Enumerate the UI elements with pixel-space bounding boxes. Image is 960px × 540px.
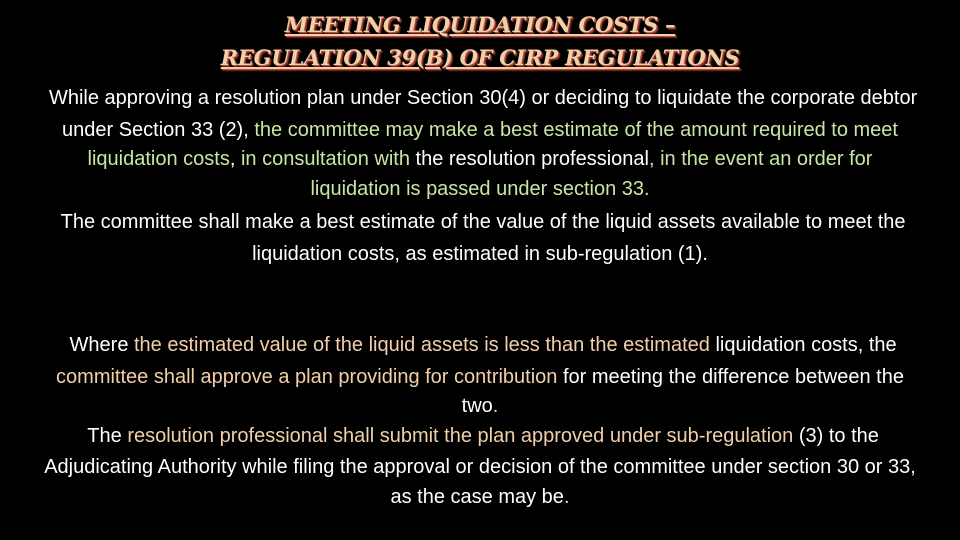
text-segment: committee shall approve a plan providing for contribution bbox=[56, 365, 563, 388]
bullet-icon: • bbox=[81, 427, 86, 442]
text-segment: in consultation with bbox=[240, 148, 416, 170]
text-segment: Where bbox=[69, 334, 134, 356]
title-line-2: REGULATION 39(B) OF CIRP REGULATIONS bbox=[220, 45, 740, 70]
text-segment: the estimated value of the liquid assets is less than the estimated bbox=[134, 334, 716, 356]
text-segment: liquidation costs bbox=[715, 334, 858, 356]
text-segment: , bbox=[229, 148, 241, 170]
text-segment: the resolution professional bbox=[415, 148, 649, 170]
text-segment: resolution professional shall submit the plan approved under sub-regulation bbox=[127, 424, 799, 447]
paragraph-3 bbox=[40, 331, 920, 422]
title-line-1: MEETING LIQUIDATION COSTS – bbox=[284, 12, 676, 37]
text-segment: , the bbox=[857, 334, 897, 356]
text-segment: The committee shall make a best estimate of the value of the liquid assets available to meet the liquidation costs, as estimated in sub-regulation (1). bbox=[60, 211, 906, 265]
text-segment: the committee may make a best estimate of the amount required to meet liquidation costs bbox=[87, 118, 898, 170]
paragraph-1 bbox=[40, 84, 920, 204]
text-segment: The bbox=[87, 424, 128, 447]
text-segment: While approving a resolution plan under Section 30(4) or deciding to liquidate the corporate debtor under Section 33 (2), bbox=[48, 87, 918, 141]
text-segment: . bbox=[563, 485, 570, 508]
paragraph-4 bbox=[40, 422, 920, 513]
paragraph-2 bbox=[40, 208, 920, 269]
text-segment: for meeting the difference between the two bbox=[461, 365, 904, 417]
text-segment: (3) to the Adjudicating Authority while filing the approval or decision of the committee under section 30 or 33, as the case may be bbox=[44, 424, 916, 508]
bullet-icon: • bbox=[63, 337, 68, 351]
text-segment: , in the event an order for liquidation is passed under section 33. bbox=[310, 148, 873, 200]
text-block-lower bbox=[40, 331, 920, 512]
bullet-icon: • bbox=[54, 214, 59, 228]
slide-title bbox=[0, 8, 960, 74]
bullet-icon: • bbox=[42, 90, 47, 104]
text-segment: . bbox=[492, 395, 499, 417]
text-block-upper bbox=[40, 84, 920, 269]
